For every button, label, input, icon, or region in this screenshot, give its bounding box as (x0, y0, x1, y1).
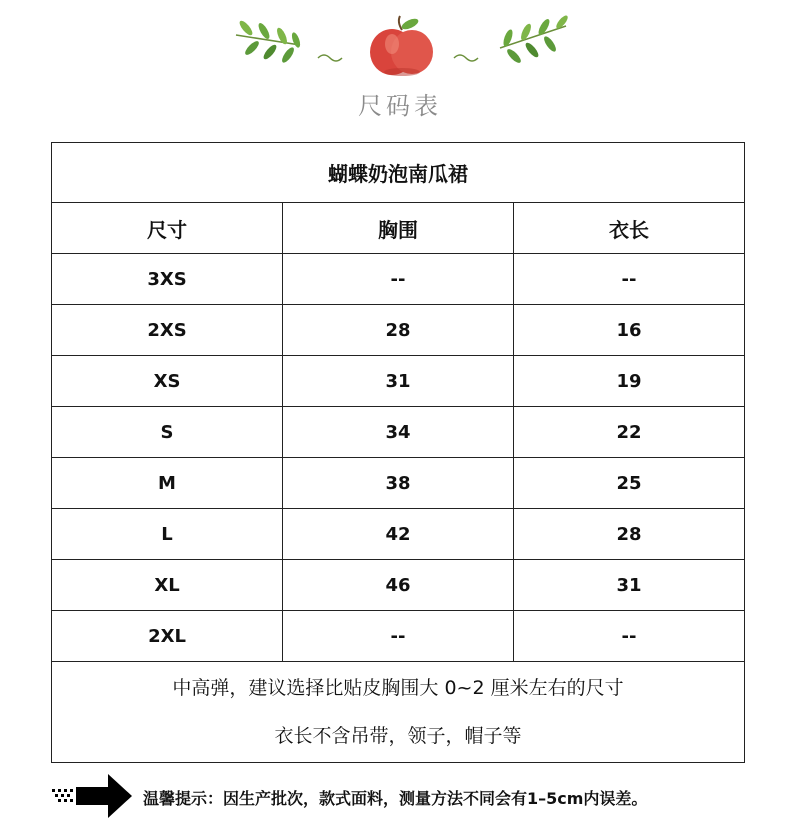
arrow-right-icon (50, 772, 140, 822)
leaf-branch-icon (454, 14, 570, 65)
cell-length: 31 (514, 560, 745, 611)
table-title: 蝴蝶奶泡南瓜裙 (52, 143, 745, 203)
cell-size: M (52, 458, 283, 509)
cell-bust: 46 (283, 560, 514, 611)
header (0, 0, 800, 130)
cell-bust: 38 (283, 458, 514, 509)
page-title: 尺码表 (358, 92, 442, 120)
size-table (51, 142, 745, 763)
cell-bust: 31 (283, 356, 514, 407)
column-header-length: 衣长 (514, 203, 745, 254)
table-row (52, 458, 745, 509)
cell-size: XS (52, 356, 283, 407)
table-row (52, 509, 745, 560)
table-row (52, 305, 745, 356)
table-row (52, 407, 745, 458)
leaf-branch-icon (236, 19, 342, 65)
cell-length: -- (514, 254, 745, 305)
table-row (52, 356, 745, 407)
column-header-size: 尺寸 (52, 203, 283, 254)
table-row (52, 611, 745, 662)
cell-length: 25 (514, 458, 745, 509)
cell-length: -- (514, 611, 745, 662)
tip-text: 温馨提示：因生产批次，款式面料，测量方法不同会有1–5cm内误差。 (143, 789, 648, 808)
table-header-row (52, 203, 745, 254)
table-notes (52, 662, 745, 763)
cell-length: 22 (514, 407, 745, 458)
cell-size: S (52, 407, 283, 458)
cell-bust: -- (283, 611, 514, 662)
cell-bust: 34 (283, 407, 514, 458)
table-row (52, 560, 745, 611)
column-header-bust: 胸围 (283, 203, 514, 254)
cell-length: 16 (514, 305, 745, 356)
cell-size: L (52, 509, 283, 560)
table-row (52, 254, 745, 305)
cell-bust: -- (283, 254, 514, 305)
cell-size: 2XS (52, 305, 283, 356)
note-fit: 中高弹，建议选择比贴皮胸围大 0~2 厘米左右的尺寸 (172, 677, 624, 699)
apple-icon (370, 16, 433, 76)
tip-bar (50, 772, 790, 822)
cell-size: 2XL (52, 611, 283, 662)
note-length: 衣长不含吊带，领子，帽子等 (274, 725, 522, 747)
cell-size: XL (52, 560, 283, 611)
header-decoration (0, 0, 800, 90)
table-title-row (52, 143, 745, 203)
table-note-row (52, 662, 745, 763)
cell-bust: 42 (283, 509, 514, 560)
cell-bust: 28 (283, 305, 514, 356)
cell-size: 3XS (52, 254, 283, 305)
cell-length: 28 (514, 509, 745, 560)
cell-length: 19 (514, 356, 745, 407)
